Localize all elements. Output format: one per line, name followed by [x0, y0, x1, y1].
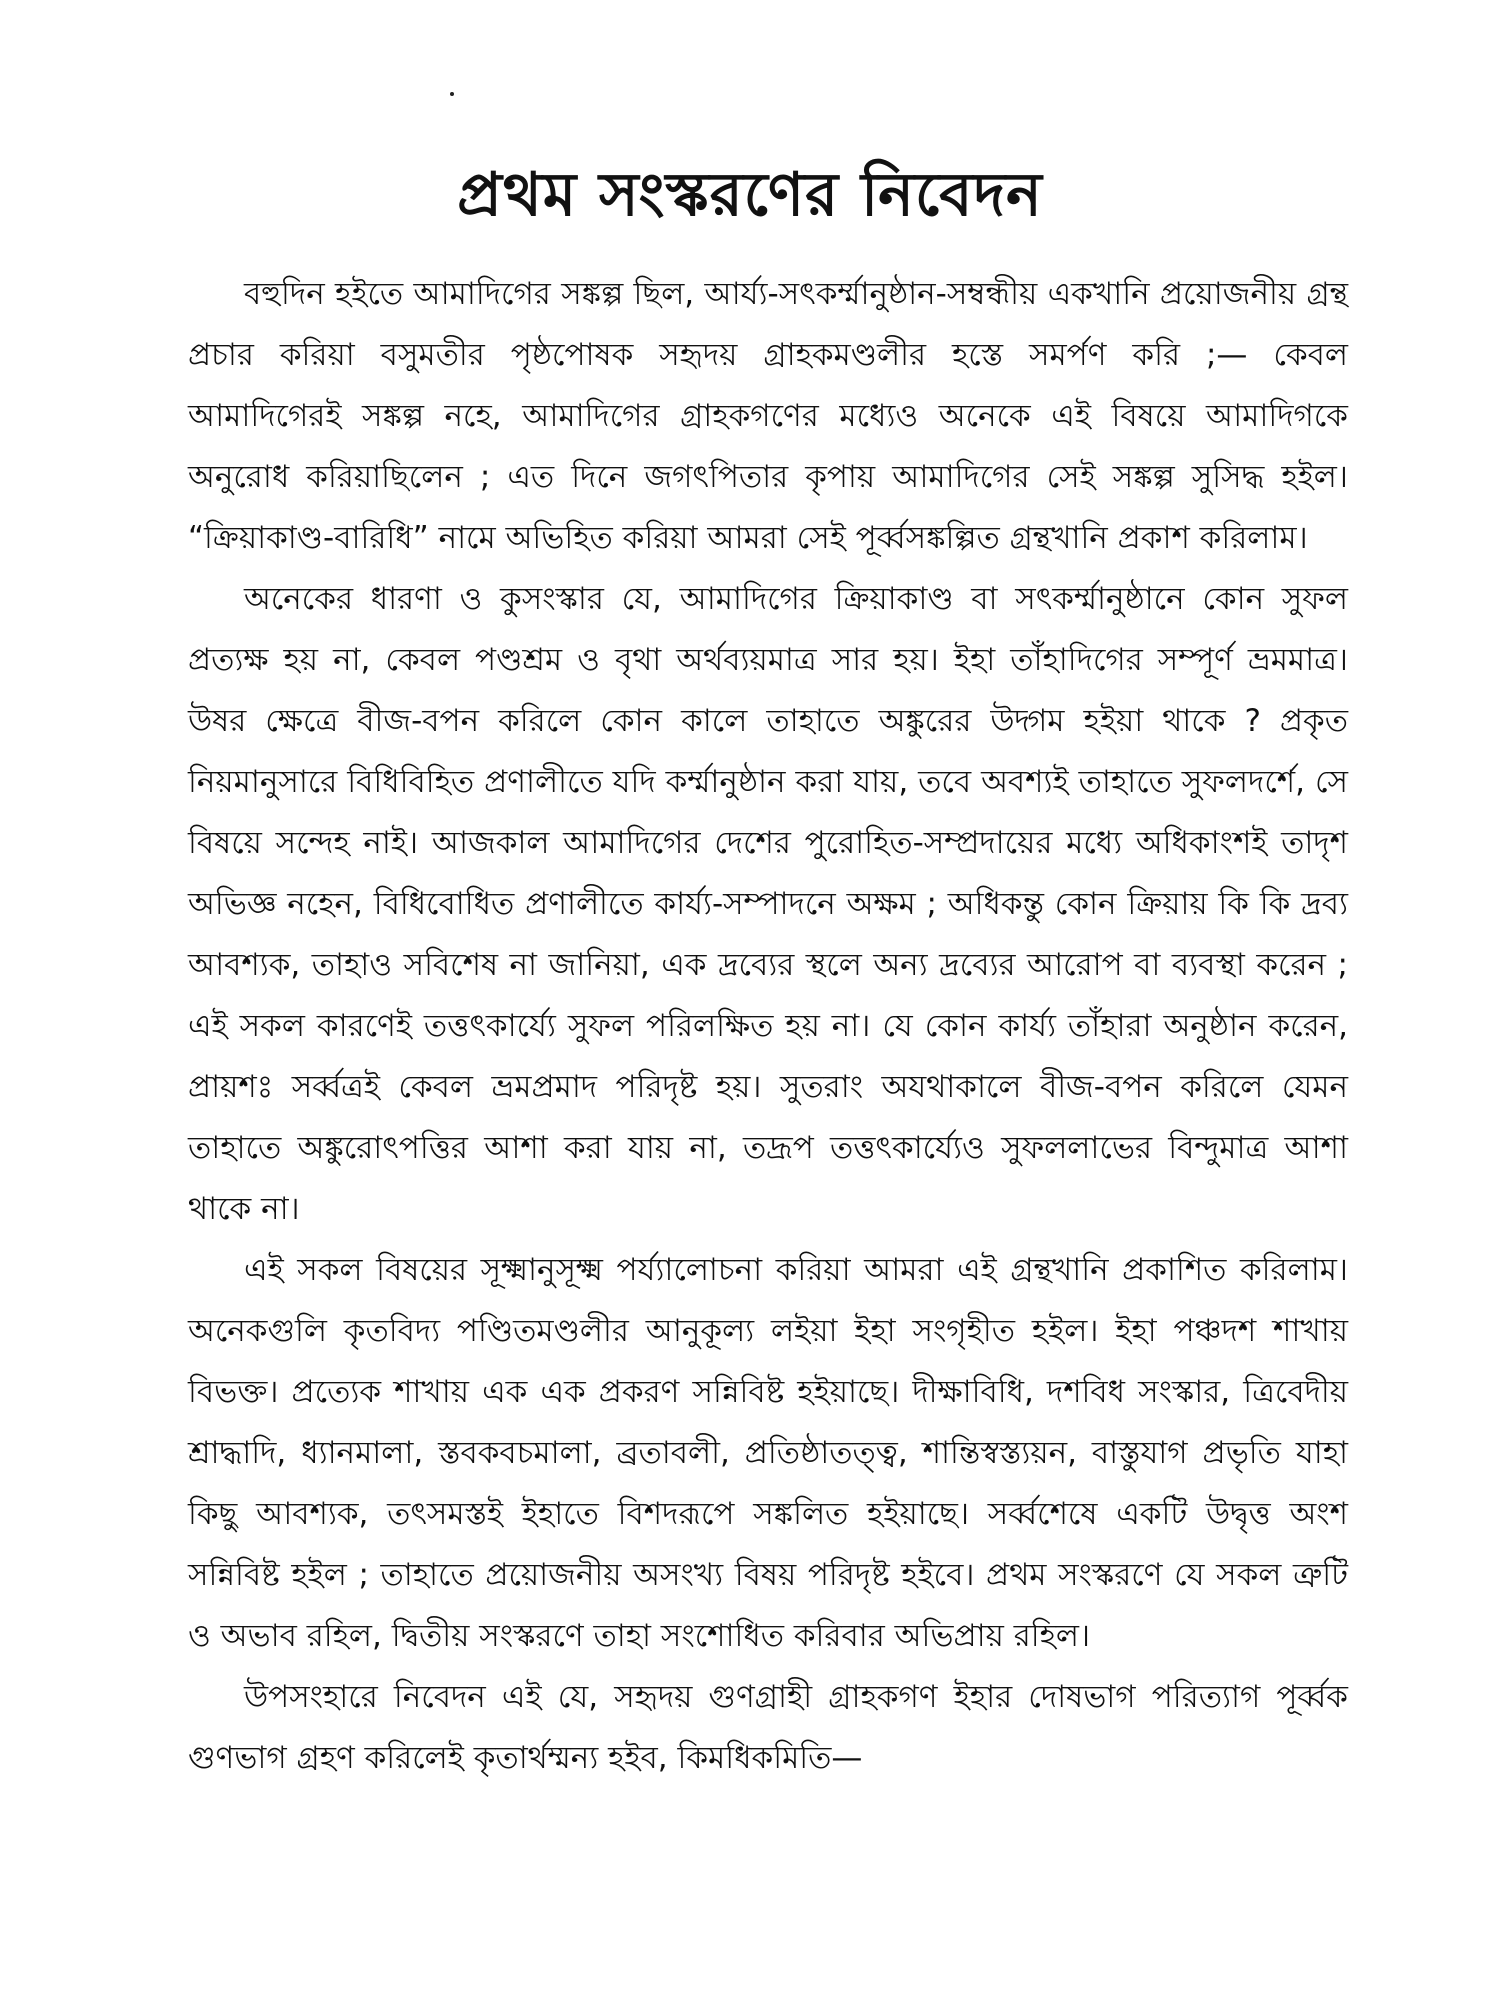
document-body	[188, 264, 1348, 1789]
page-title: প্রথম সংস্করণের নিবেদন	[457, 160, 1043, 230]
page-speck	[450, 92, 454, 96]
paragraph-3: এই সকল বিষয়ের সূক্ষ্মানুসূক্ষ্ম পর্য্যালোচনা করিয়া আমরা এই গ্রন্থখানি প্রকাশিত করিলাম। অনেকগুলি কৃতবিদ্য পণ্ডিতমণ্ডলীর আনুকূল্য লইয়া ইহা সংগৃহীত হইল। ইহা পঞ্চদশ শাখায় বিভক্ত। প্রত্যেক শাখায় এক এক প্রকরণ সন্নিবিষ্ট হইয়াছে। দীক্ষাবিধি, দশবিধ সংস্কার, ত্রিবেদীয় শ্রাদ্ধাদি, ধ্যানমালা, স্তবকবচমালা, ব্রতাবলী, প্রতিষ্ঠাতত্ত্ব, শান্তিস্বস্ত্যয়ন, বাস্তুযাগ প্রভৃতি যাহা কিছু আবশ্যক, তৎসমস্তই ইহাতে বিশদরূপে সঙ্কলিত হইয়াছে। সর্ব্বশেষে একটি উদ্বৃত্ত অংশ সন্নিবিষ্ট হইল ; তাহাতে প্রয়োজনীয় অসংখ্য বিষয় পরিদৃষ্ট হইবে। প্রথম সংস্করণে যে সকল ত্রুটি ও অভাব রহিল, দ্বিতীয় সংস্করণে তাহা সংশোধিত করিবার অভিপ্রায় রহিল।	[188, 1252, 1348, 1654]
paragraph-4: উপসংহারে নিবেদন এই যে, সহৃদয় গুণগ্রাহী গ্রাহকগণ ইহার দোষভাগ পরিত্যাগ পূর্ব্বক গুণভাগ গ্রহণ করিলেই কৃতার্থম্মন্য হইব, কিমধিকমিতি—	[188, 1679, 1348, 1776]
paragraph-1: বহুদিন হইতে আমাদিগের সঙ্কল্প ছিল, আর্য্য-সৎকর্ম্মানুষ্ঠান-সম্বন্ধীয় একখানি প্রয়োজনীয় গ্রন্থ প্রচার করিয়া বসুমতীর পৃষ্ঠপোষক সহৃদয় গ্রাহকমণ্ডলীর হস্তে সমর্পণ করি ;— কেবল আমাদিগেরই সঙ্কল্প নহে, আমাদিগের গ্রাহকগণের মধ্যেও অনেকে এই বিষয়ে আমাদিগকে অনুরোধ করিয়াছিলেন ; এত দিনে জগৎপিতার কৃপায় আমাদিগের সেই সঙ্কল্প সুসিদ্ধ হইল। “ক্রিয়াকাণ্ড-বারিধি” নামে অভিহিত করিয়া আমরা সেই পূর্ব্বসঙ্কল্পিত গ্রন্থখানি প্রকাশ করিলাম।	[188, 276, 1348, 556]
paragraph-2: অনেকের ধারণা ও কুসংস্কার যে, আমাদিগের ক্রিয়াকাণ্ড বা সৎকর্ম্মানুষ্ঠানে কোন সুফল প্রত্যক্ষ হয় না, কেবল পণ্ডশ্রম ও বৃথা অর্থব্যয়মাত্র সার হয়। ইহা তাঁহাদিগের সম্পূর্ণ ভ্রমমাত্র। উষর ক্ষেত্রে বীজ-বপন করিলে কোন কালে তাহাতে অঙ্কুরের উদ্গম হইয়া থাকে ? প্রকৃত নিয়মানুসারে বিধিবিহিত প্রণালীতে যদি কর্ম্মানুষ্ঠান করা যায়, তবে অবশ্যই তাহাতে সুফলদর্শে, সে বিষয়ে সন্দেহ নাই। আজকাল আমাদিগের দেশের পুরোহিত-সম্প্রদায়ের মধ্যে অধিকাংশই তাদৃশ অভিজ্ঞ নহেন, বিধিবোধিত প্রণালীতে কার্য্য-সম্পাদনে অক্ষম ; অধিকন্তু কোন ক্রিয়ায় কি কি দ্রব্য আবশ্যক, তাহাও সবিশেষ না জানিয়া, এক দ্রব্যের স্থলে অন্য দ্রব্যের আরোপ বা ব্যবস্থা করেন ; এই সকল কারণেই তত্তৎকার্য্যে সুফল পরিলক্ষিত হয় না। যে কোন কার্য্য তাঁহারা অনুষ্ঠান করেন, প্রায়শঃ সর্ব্বত্রই কেবল ভ্রমপ্রমাদ পরিদৃষ্ট হয়। সুতরাং অযথাকালে বীজ-বপন করিলে যেমন তাহাতে অঙ্কুরোৎপত্তির আশা করা যায় না, তদ্রূপ তত্তৎকার্য্যেও সুফললাভের বিন্দুমাত্র আশা থাকে না।	[188, 581, 1348, 1227]
cropped-next-line	[188, 1978, 388, 1986]
